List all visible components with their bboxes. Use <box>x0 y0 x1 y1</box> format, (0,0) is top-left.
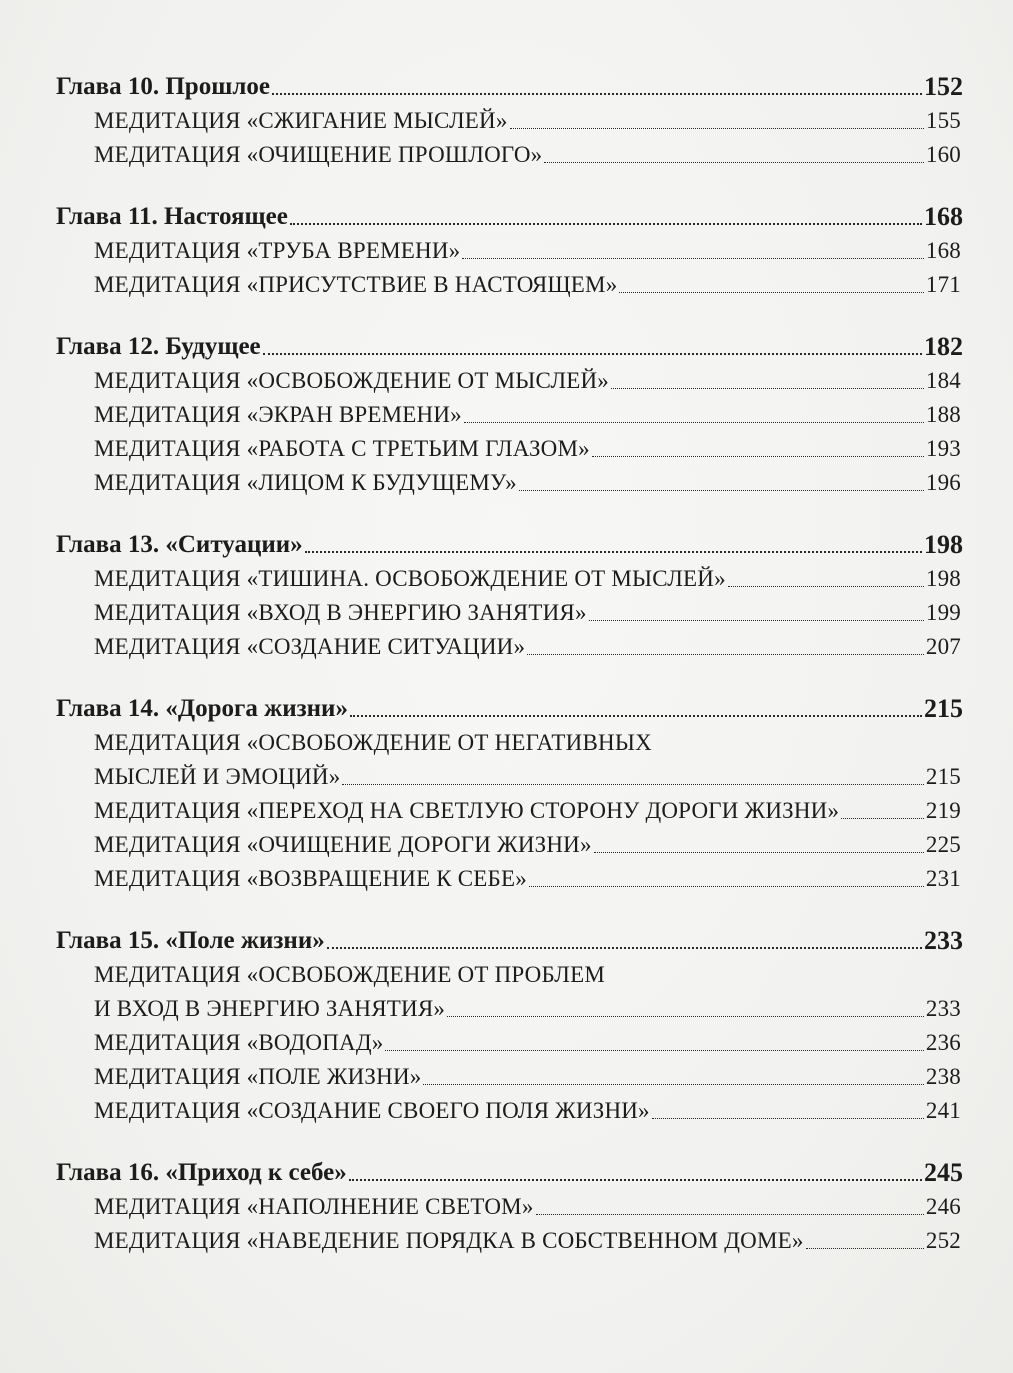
meditation-entry[interactable] <box>0 992 1013 1026</box>
meditation-page-number: 199 <box>925 600 961 625</box>
chapter-title: Глава 13. «Ситуации» <box>56 531 303 558</box>
meditation-title: МЕДИТАЦИЯ «ОСВОБОЖДЕНИЕ ОТ МЫСЛЕЙ» <box>94 368 610 393</box>
meditation-entry[interactable] <box>0 1094 1013 1128</box>
meditation-page-number: 198 <box>925 566 961 591</box>
meditation-entry[interactable] <box>0 828 1013 862</box>
dot-leader <box>464 421 924 423</box>
dot-leader <box>544 161 924 163</box>
meditation-page-number: 252 <box>925 1228 961 1253</box>
chapter-page-number: 215 <box>924 694 963 723</box>
meditation-title: МЕДИТАЦИЯ «ЛИЦОМ К БУДУЩЕМУ» <box>94 470 517 495</box>
dot-leader <box>423 1083 923 1085</box>
meditation-page-number: 215 <box>925 764 961 789</box>
dot-leader <box>385 1049 923 1051</box>
dot-leader <box>305 550 922 553</box>
chapter-title: Глава 15. «Поле жизни» <box>56 927 325 954</box>
chapter-entry[interactable] <box>0 924 1013 958</box>
meditation-title-line: МЕДИТАЦИЯ «ОСВОБОЖДЕНИЕ ОТ НЕГАТИВНЫХ <box>94 730 652 755</box>
meditation-page-number: 246 <box>925 1194 961 1219</box>
meditation-page-number: 193 <box>925 436 961 461</box>
meditation-entry[interactable] <box>0 364 1013 398</box>
meditation-entry[interactable] <box>0 1060 1013 1094</box>
dot-leader <box>447 1015 924 1017</box>
chapter-title: Глава 14. «Дорога жизни» <box>56 695 348 722</box>
dot-leader <box>462 257 924 259</box>
chapter-page-number: 198 <box>924 530 963 559</box>
dot-leader <box>527 653 924 655</box>
meditation-page-number: 171 <box>925 272 961 297</box>
chapter-page-number: 182 <box>924 332 963 361</box>
meditation-entry[interactable] <box>0 1224 1013 1258</box>
dot-leader <box>619 291 923 293</box>
meditation-page-number: 188 <box>925 402 961 427</box>
meditation-page-number: 196 <box>925 470 961 495</box>
meditation-entry[interactable] <box>0 794 1013 828</box>
meditation-title: МЕДИТАЦИЯ «ВХОД В ЭНЕРГИЮ ЗАНЯТИЯ» <box>94 600 587 625</box>
meditation-title: МЕДИТАЦИЯ «ТРУБА ВРЕМЕНИ» <box>94 238 461 263</box>
meditation-page-number: 241 <box>925 1098 961 1123</box>
meditation-entry[interactable] <box>0 1026 1013 1060</box>
chapter-entry[interactable] <box>0 1156 1013 1190</box>
dot-leader <box>327 946 922 949</box>
meditation-title: МЕДИТАЦИЯ «ОЧИЩЕНИЕ ПРОШЛОГО» <box>94 142 543 167</box>
meditation-title: МЕДИТАЦИЯ «ВОЗВРАЩЕНИЕ К СЕБЕ» <box>94 866 527 891</box>
dot-leader <box>350 714 922 717</box>
meditation-title: МЕДИТАЦИЯ «СОЗДАНИЕ СВОЕГО ПОЛЯ ЖИЗНИ» <box>94 1098 650 1123</box>
dot-leader <box>536 1213 924 1215</box>
dot-leader <box>841 817 924 819</box>
dot-leader <box>529 885 924 887</box>
meditation-title: МЕДИТАЦИЯ «ВОДОПАД» <box>94 1030 384 1055</box>
chapter-title: Глава 10. Прошлое <box>56 73 270 100</box>
meditation-entry[interactable] <box>0 234 1013 268</box>
meditation-page-number: 168 <box>925 238 961 263</box>
meditation-title: МЕДИТАЦИЯ «ПЕРЕХОД НА СВЕТЛУЮ СТОРОНУ ДОРОГИ ЖИЗНИ» <box>94 798 840 823</box>
chapter-section <box>0 70 1013 172</box>
meditation-page-number: 236 <box>925 1030 961 1055</box>
meditation-page-number: 231 <box>925 866 961 891</box>
meditation-page-number: 184 <box>925 368 961 393</box>
meditation-entry[interactable] <box>0 138 1013 172</box>
dot-leader <box>290 222 922 225</box>
meditation-entry[interactable] <box>0 1190 1013 1224</box>
meditation-page-number: 155 <box>925 108 961 133</box>
meditation-title: МЕДИТАЦИЯ «РАБОТА С ТРЕТЬИМ ГЛАЗОМ» <box>94 436 590 461</box>
dot-leader <box>594 851 924 853</box>
chapter-page-number: 152 <box>924 72 963 101</box>
meditation-title: МЕДИТАЦИЯ «ОЧИЩЕНИЕ ДОРОГИ ЖИЗНИ» <box>94 832 592 857</box>
meditation-title: МЕДИТАЦИЯ «НАВЕДЕНИЕ ПОРЯДКА В СОБСТВЕННОМ ДОМЕ» <box>94 1228 804 1253</box>
meditation-title-line: МЕДИТАЦИЯ «ОСВОБОЖДЕНИЕ ОТ ПРОБЛЕМ <box>94 962 605 987</box>
meditation-entry[interactable] <box>0 398 1013 432</box>
chapter-entry[interactable] <box>0 200 1013 234</box>
chapter-page-number: 245 <box>924 1158 963 1187</box>
dot-leader <box>519 489 924 491</box>
meditation-title: МЕДИТАЦИЯ «ПРИСУТСТВИЕ В НАСТОЯЩЕМ» <box>94 272 618 297</box>
chapter-title: Глава 11. Настоящее <box>56 203 288 230</box>
dot-leader <box>342 783 923 785</box>
chapter-section <box>0 528 1013 664</box>
chapter-section <box>0 1156 1013 1258</box>
meditation-entry[interactable] <box>0 268 1013 302</box>
meditation-title: МЕДИТАЦИЯ «СОЗДАНИЕ СИТУАЦИИ» <box>94 634 526 659</box>
chapter-page-number: 168 <box>924 202 963 231</box>
meditation-title: МЕДИТАЦИЯ «ЭКРАН ВРЕМЕНИ» <box>94 402 462 427</box>
dot-leader <box>510 127 924 129</box>
chapter-entry[interactable] <box>0 528 1013 562</box>
dot-leader <box>589 619 924 621</box>
chapter-title: Глава 12. Будущее <box>56 333 261 360</box>
meditation-page-number: 160 <box>925 142 961 167</box>
meditation-page-number: 238 <box>925 1064 961 1089</box>
chapter-section <box>0 692 1013 896</box>
dot-leader <box>652 1117 924 1119</box>
meditation-entry[interactable] <box>0 562 1013 596</box>
meditation-title: МЕДИТАЦИЯ «НАПОЛНЕНИЕ СВЕТОМ» <box>94 1194 534 1219</box>
meditation-entry[interactable] <box>0 466 1013 500</box>
chapter-section <box>0 924 1013 1128</box>
meditation-page-number: 233 <box>925 996 961 1021</box>
dot-leader <box>592 455 924 457</box>
chapter-page-number: 233 <box>924 926 963 955</box>
meditation-entry[interactable] <box>0 104 1013 138</box>
dot-leader <box>728 585 924 587</box>
dot-leader <box>611 387 924 389</box>
meditation-title: И ВХОД В ЭНЕРГИЮ ЗАНЯТИЯ» <box>94 996 446 1021</box>
chapter-section <box>0 330 1013 500</box>
meditation-title: МЕДИТАЦИЯ «ПОЛЕ ЖИЗНИ» <box>94 1064 422 1089</box>
dot-leader <box>272 92 922 95</box>
meditation-entry[interactable] <box>0 596 1013 630</box>
meditation-page-number: 225 <box>925 832 961 857</box>
meditation-entry[interactable] <box>0 630 1013 664</box>
dot-leader <box>349 1178 922 1181</box>
dot-leader <box>806 1247 924 1249</box>
chapter-entry[interactable] <box>0 330 1013 364</box>
table-of-contents <box>0 70 1013 1286</box>
meditation-page-number: 219 <box>925 798 961 823</box>
chapter-title: Глава 16. «Приход к себе» <box>56 1159 347 1186</box>
chapter-entry[interactable] <box>0 692 1013 726</box>
meditation-title: МЕДИТАЦИЯ «СЖИГАНИЕ МЫСЛЕЙ» <box>94 108 508 133</box>
meditation-title: МЕДИТАЦИЯ «ТИШИНА. ОСВОБОЖДЕНИЕ ОТ МЫСЛЕЙ» <box>94 566 726 591</box>
chapter-section <box>0 200 1013 302</box>
dot-leader <box>263 352 922 355</box>
meditation-page-number: 207 <box>925 634 961 659</box>
meditation-title: МЫСЛЕЙ И ЭМОЦИЙ» <box>94 764 341 789</box>
chapter-entry[interactable] <box>0 70 1013 104</box>
meditation-entry[interactable] <box>0 760 1013 794</box>
meditation-entry[interactable] <box>0 862 1013 896</box>
meditation-entry[interactable] <box>0 432 1013 466</box>
